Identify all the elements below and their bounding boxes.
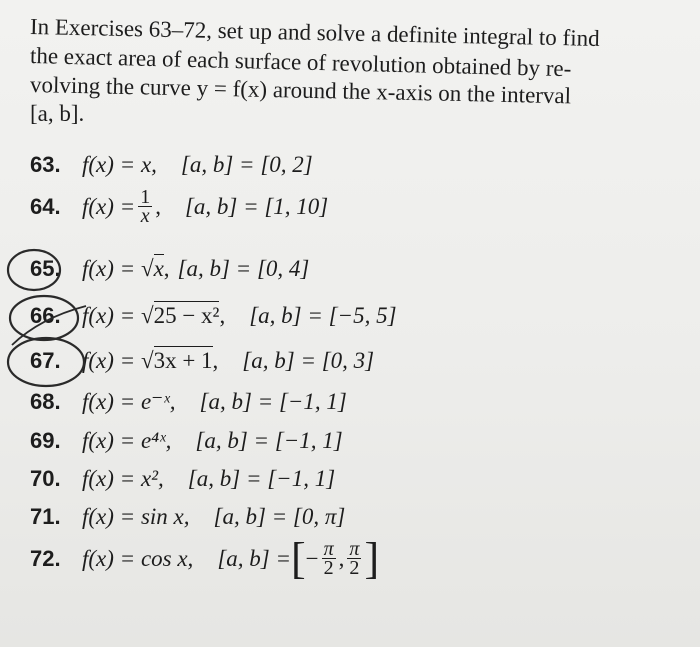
- exercise-number: 63.: [30, 152, 61, 177]
- function-lhs: f(x) = √: [82, 348, 154, 373]
- function-lhs: f(x) = √: [82, 303, 154, 328]
- minus-sign: −: [305, 545, 319, 571]
- function-comma: ,: [219, 303, 226, 328]
- fraction-denominator: x: [140, 205, 150, 227]
- function-comma: ,: [212, 348, 219, 373]
- fraction-denominator: 2: [323, 557, 334, 579]
- interval: [a, b] = [0, π]: [213, 504, 346, 529]
- exercise-number: 72.: [30, 545, 61, 571]
- function-lhs: f(x) =: [82, 193, 136, 219]
- exercise-number: 67.: [30, 348, 61, 373]
- function-lhs: f(x) = √: [82, 256, 154, 281]
- interval-comma: ,: [338, 545, 345, 571]
- interval: [a, b] = [0, 3]: [242, 348, 375, 373]
- fraction-numerator: π: [323, 538, 334, 560]
- instructions-line-2: the exact area of each surface of revolution obtained by re-: [29, 43, 572, 82]
- exercise-63: [30, 152, 313, 178]
- function: f(x) = x²,: [82, 466, 164, 491]
- function: f(x) = e⁻ˣ,: [82, 389, 176, 414]
- exercise-69: [30, 428, 343, 454]
- fraction-numerator: π: [349, 538, 360, 560]
- function: f(x) = e⁴ˣ,: [82, 428, 172, 453]
- exercise-instructions: [30, 12, 680, 128]
- interval: [a, b] = [0, 2]: [180, 152, 313, 177]
- exercise-64: [30, 188, 328, 225]
- interval: [a, b] = [−1, 1]: [187, 466, 336, 491]
- interval: [a, b] = [−1, 1]: [199, 389, 347, 414]
- exercise-number: 69.: [30, 428, 61, 453]
- exercise-71: [30, 504, 345, 530]
- fraction-upper-bound: [347, 540, 361, 577]
- exercise-number: 71.: [30, 504, 61, 529]
- interval: [a, b] = [0, 4]: [177, 256, 310, 281]
- exercise-68: [30, 389, 347, 415]
- function: f(x) = sin x,: [82, 504, 190, 529]
- exercise-67: [30, 346, 374, 374]
- exercise-66: [30, 301, 397, 329]
- fraction: [138, 188, 152, 225]
- interval-lhs: [a, b] =: [217, 545, 291, 571]
- instructions-line-1: In Exercises 63–72, set up and solve a definite integral to find: [29, 14, 600, 51]
- interval: [a, b] = [−5, 5]: [249, 303, 397, 328]
- function: f(x) = cos x,: [82, 545, 194, 571]
- exercise-number: 65.: [30, 256, 61, 281]
- right-bracket: ]: [364, 533, 380, 583]
- left-bracket: [: [290, 533, 306, 583]
- radicand: 3x + 1: [153, 348, 213, 373]
- fraction-denominator: 2: [349, 557, 360, 579]
- fraction-lower-bound: [322, 540, 336, 577]
- radicand: x: [153, 256, 164, 281]
- interval: [a, b] = [−1, 1]: [195, 428, 343, 453]
- function-comma: ,: [163, 256, 170, 281]
- interval: [a, b] = [1, 10]: [184, 193, 329, 219]
- exercise-number: 66.: [30, 303, 61, 328]
- exercise-number: 68.: [30, 389, 61, 414]
- function-comma: ,: [155, 193, 161, 219]
- instructions-line-3: volving the curve y = f(x) around the x-axis on the interval: [29, 72, 572, 109]
- function: f(x) = x,: [82, 152, 157, 177]
- radicand: 25 − x²: [153, 303, 220, 328]
- exercise-number: 64.: [30, 193, 61, 219]
- exercise-number: 70.: [30, 466, 61, 491]
- exercise-70: [30, 466, 335, 492]
- exercise-65: [30, 254, 309, 282]
- instructions-line-4: [a, b].: [30, 101, 85, 126]
- exercise-72: [30, 533, 380, 583]
- fraction-numerator: 1: [140, 186, 151, 208]
